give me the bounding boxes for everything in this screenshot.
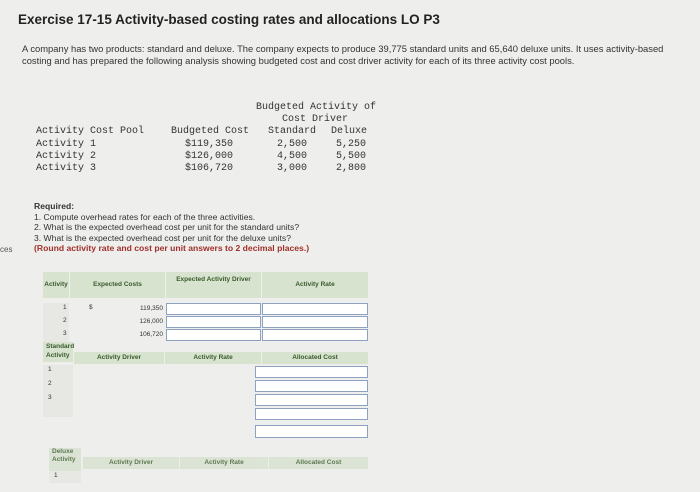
standard-row-2-num: 2 (48, 380, 52, 387)
rate-row-2-rate-input[interactable] (262, 316, 368, 328)
rate-row-3-num: 3 (63, 330, 67, 337)
rate-row-1-rate-input[interactable] (262, 303, 368, 315)
standard-header-rate: Activity Rate (165, 352, 261, 364)
page-title: Exercise 17-15 Activity-based costing rates and allocations LO P3 (18, 12, 440, 27)
deluxe-header-rate: Activity Rate (180, 457, 268, 469)
col-deluxe-header: Deluxe (331, 126, 368, 137)
deluxe-row-2: 5,500 (336, 151, 367, 162)
standard-row-1: 2,500 (277, 139, 308, 150)
deluxe-row-3: 2,800 (336, 163, 367, 174)
deluxe-header-driver: Activity Driver (83, 457, 179, 469)
rate-header-activity-rate: Activity Rate (262, 272, 368, 298)
standard-header-activity: Activity (46, 352, 70, 359)
rate-row-3-driver-input[interactable] (166, 329, 261, 341)
deluxe-row-1: 5,250 (336, 139, 367, 150)
rate-row-1-dollar: $ (89, 304, 93, 311)
rate-header-expected-costs: Expected Costs (70, 272, 165, 298)
side-edge-text: ces (0, 245, 13, 254)
rate-header-expected-driver: Expected Activity Driver (166, 272, 261, 298)
required-section (34, 201, 394, 254)
rate-row-1-driver-input[interactable] (166, 303, 261, 315)
col-cost-header: Budgeted Cost (171, 126, 250, 137)
standard-group-header (43, 342, 73, 362)
cost-row-1: $119,350 (185, 139, 234, 150)
standard-header-driver: Activity Driver (74, 352, 164, 364)
question-1: 1. Compute overhead rates for each of the three activities. (34, 211, 256, 222)
standard-row-3: 3,000 (277, 163, 308, 174)
rate-header-activity: Activity (43, 272, 69, 298)
standard-row-3-allocated-input[interactable] (255, 394, 368, 406)
standard-total-allocated-input[interactable] (255, 408, 368, 420)
question-2: 2. What is the expected overhead cost per unit for the standard units? (34, 222, 300, 233)
standard-group-label: Standard (46, 343, 75, 350)
answer-worksheet (43, 272, 368, 482)
rounding-note: (Round activity rate and cost per unit answers to 2 decimal places.) (34, 243, 310, 254)
pool-row-2: Activity 2 (36, 151, 97, 162)
required-label: Required: (34, 201, 75, 211)
group-header-1: Budgeted Activity of (256, 102, 377, 113)
pool-row-3: Activity 3 (36, 163, 97, 174)
question-3: 3. What is the expected overhead cost per unit for the deluxe units? (34, 232, 292, 243)
rate-row-2-num: 2 (63, 317, 67, 324)
rate-row-3-rate-input[interactable] (262, 329, 368, 341)
deluxe-header-allocated: Allocated Cost (269, 457, 368, 469)
standard-row-2-allocated-input[interactable] (255, 380, 368, 392)
standard-header-allocated: Allocated Cost (262, 352, 368, 364)
deluxe-header-activity: Activity (52, 456, 76, 463)
standard-row-2: 4,500 (277, 151, 308, 162)
rate-row-1-num: 1 (63, 304, 67, 311)
standard-row-1-allocated-input[interactable] (255, 366, 368, 378)
rate-row-1-cost: 119,350 (139, 305, 163, 312)
deluxe-group-label: Deluxe (52, 448, 74, 455)
col-standard-header: Standard (268, 126, 317, 137)
deluxe-group-header (49, 448, 81, 472)
col-pool-header: Activity Cost Pool (36, 126, 145, 137)
standard-cost-per-unit-input[interactable] (255, 425, 368, 438)
deluxe-row-1-num: 1 (54, 472, 58, 479)
cost-row-2: $126,000 (185, 151, 234, 162)
group-header-2: Cost Driver (282, 114, 349, 125)
rate-row-2-cost: 126,000 (139, 318, 163, 325)
rate-row-3-cost: 106,720 (139, 331, 163, 338)
cost-row-3: $106,720 (185, 163, 234, 174)
pool-row-1: Activity 1 (36, 139, 97, 150)
standard-row-3-num: 3 (48, 394, 52, 401)
problem-intro: A company has two products: standard and deluxe. The company expects to produce 39,775 standard units and 65,640 deluxe units. It uses activity-based costing and has prepared the following analysis showing budgeted cost and cost driver activity for each of its three activity cost pools. (22, 43, 664, 66)
rate-row-2-driver-input[interactable] (166, 316, 261, 328)
standard-row-1-num: 1 (48, 366, 52, 373)
